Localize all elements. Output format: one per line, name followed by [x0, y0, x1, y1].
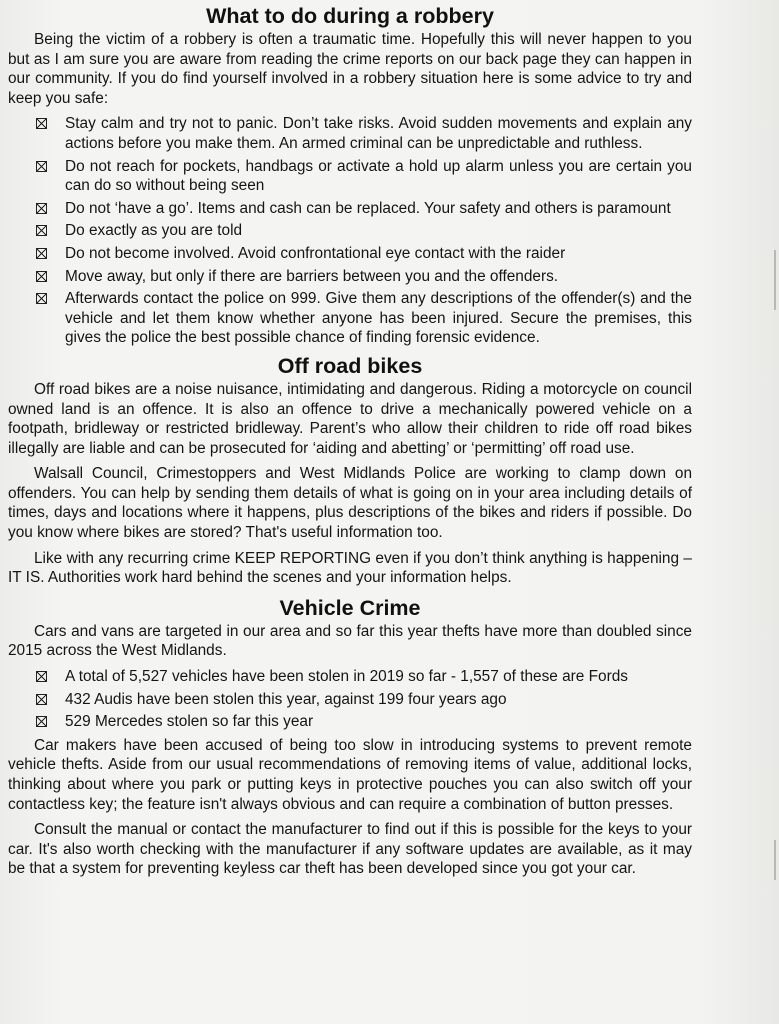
list-item [8, 267, 692, 287]
checkbox-cross-icon [36, 694, 47, 705]
article-column [8, 2, 692, 885]
list-item [8, 157, 692, 196]
bikes-paragraph: Like with any recurring crime KEEP REPORTING even if you don’t think anything is happening – IT IS. Authorities work hard behind the scenes and your information helps. [8, 549, 692, 587]
list-item-text: Do not reach for pockets, handbags or activate a hold up alarm unless you are certain you can do so without being seen [65, 157, 692, 195]
vehicle-stats-list [8, 667, 692, 732]
robbery-intro: Being the victim of a robbery is often a traumatic time. Hopefully this will never happen to you but as I am sure you are aware from reading the crime reports on our back page they can happen in our community. If you do find yourself involved in a robbery situation here is some advice to try and keep you safe: [8, 31, 692, 107]
list-item-text: 432 Audis have been stolen this year, against 199 four years ago [65, 690, 507, 708]
list-item-text: Do not ‘have a go’. Items and cash can be replaced. Your safety and others is paramount [65, 199, 671, 217]
robbery-advice-list [8, 114, 692, 348]
vehicle-paragraph: Car makers have been accused of being too slow in introducing systems to prevent remote vehicle thefts. Aside from our usual recommendations of removing items of value, additional locks, thinking about where you park or putting keys in protective pouches you can also switch off your contactless key; the feature isn't always obvious and can require a combination of button presses. [8, 736, 692, 813]
vehicle-paragraph: Consult the manual or contact the manufacturer to find out if this is possible for the keys to your car. It's also worth checking with the manufacturer if any software updates are available, as it may be that a system for preventing keyless car theft has been developed since you got your car. [8, 821, 692, 878]
bikes-paragraph: Walsall Council, Crimestoppers and West Midlands Police are working to clamp down on offenders. You can help by sending them details of what is going on in your area including details of times, days and locations where it happens, plus descriptions of the bikes and riders if possible. Do you know where bikes are stored? That's useful information too. [8, 465, 692, 542]
vehicle-intro: Cars and vans are targeted in our area and so far this year thefts have more than doubled since 2015 across the West Midlands. [8, 622, 692, 660]
list-item [8, 289, 692, 348]
list-item-text: Move away, but only if there are barriers between you and the offenders. [65, 267, 559, 285]
list-item [8, 199, 692, 219]
checkbox-cross-icon [36, 203, 47, 214]
list-item [8, 114, 692, 153]
checkbox-cross-icon [36, 248, 47, 259]
list-item-text: Afterwards contact the police on 999. Give them any descriptions of the offender(s) and the vehicle and let them know whether anyone has been injured. Secure the premises, this gives the police the best possible chance of finding forensic evidence. [65, 290, 692, 347]
scan-edge-mark [774, 250, 776, 310]
list-item [8, 667, 692, 687]
checkbox-cross-icon [36, 271, 47, 282]
list-item-text: Stay calm and try not to panic. Don’t take risks. Avoid sudden movements and explain any actions before you make them. An armed criminal can be unpredictable and ruthless. [65, 115, 692, 152]
off-road-bikes-heading: Off road bikes [277, 353, 423, 378]
checkbox-cross-icon [36, 671, 47, 682]
robbery-section [8, 2, 692, 348]
list-item [8, 690, 692, 710]
list-item-text: A total of 5,527 vehicles have been stolen in 2019 so far - 1,557 of these are Fords [65, 668, 628, 686]
list-item [8, 712, 692, 732]
list-item [8, 221, 692, 241]
checkbox-cross-icon [36, 293, 47, 304]
vehicle-crime-heading: Vehicle Crime [279, 595, 421, 620]
checkbox-cross-icon [36, 716, 47, 727]
off-road-bikes-section [8, 352, 692, 588]
checkbox-cross-icon [36, 118, 47, 129]
list-item-text: Do exactly as you are told [65, 222, 243, 240]
scan-edge-mark [774, 840, 776, 880]
bikes-paragraph: Off road bikes are a noise nuisance, intimidating and dangerous. Riding a motorcycle on council owned land is an offence. It is also an offence to drive a mechanically powered vehicle on a footpath, bridleway or restricted bridleway. Parent’s who allow their children to ride off road bikes illegally are liable and can be prosecuted for ‘aiding and abetting’ or ‘permitting’ off road use. [8, 380, 692, 457]
list-item-text: 529 Mercedes stolen so far this year [65, 713, 314, 731]
checkbox-cross-icon [36, 225, 47, 236]
robbery-heading: What to do during a robbery [206, 4, 494, 28]
list-item [8, 244, 692, 264]
list-item-text: Do not become involved. Avoid confrontational eye contact with the raider [65, 244, 566, 262]
checkbox-cross-icon [36, 161, 47, 172]
vehicle-crime-section [8, 594, 692, 879]
